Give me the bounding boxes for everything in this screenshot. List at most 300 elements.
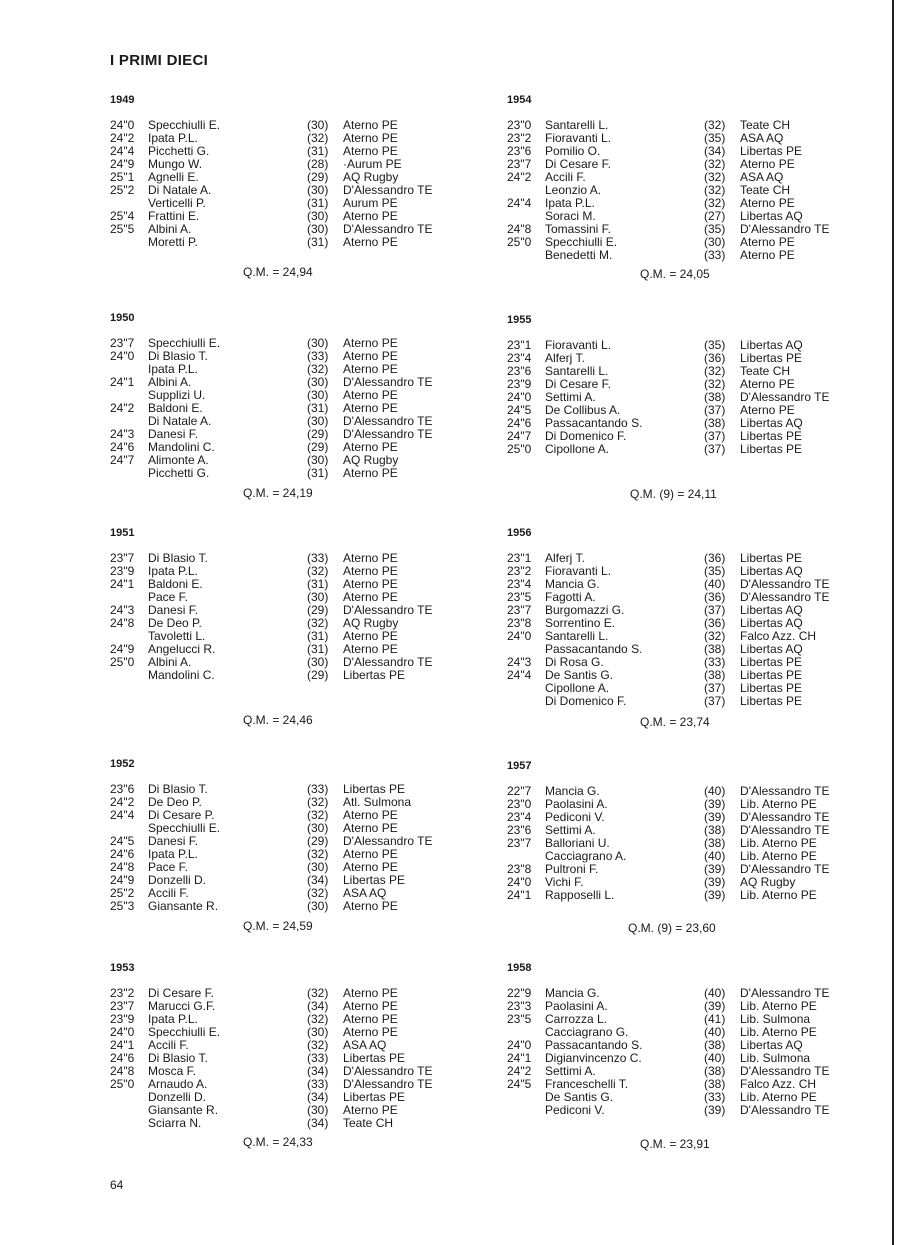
athlete-name: Pediconi V. bbox=[545, 1103, 605, 1117]
year-heading: 1957 bbox=[507, 760, 532, 772]
birth-year: (31) bbox=[307, 642, 329, 656]
result-time: 24"1 bbox=[507, 1051, 532, 1065]
athlete-name: Pace F. bbox=[148, 860, 189, 874]
birth-year: (34) bbox=[307, 873, 329, 887]
year-heading: 1951 bbox=[110, 527, 135, 539]
club-name: ASA AQ bbox=[740, 170, 784, 184]
athlete-name: Sciarra N. bbox=[148, 1116, 202, 1130]
club-name: Aterno PE bbox=[740, 248, 795, 262]
result-time: 24"3 bbox=[110, 603, 135, 617]
athlete-name: Angelucci R. bbox=[148, 642, 216, 656]
result-time: 24"0 bbox=[110, 1025, 135, 1039]
birth-year: (34) bbox=[704, 144, 726, 158]
club-name: Lib. Aterno PE bbox=[740, 797, 817, 811]
athlete-name: Accili F. bbox=[545, 170, 586, 184]
result-time: 23"1 bbox=[507, 551, 532, 565]
result-time: 23"6 bbox=[507, 144, 532, 158]
club-name: Aterno PE bbox=[343, 440, 398, 454]
birth-year: (40) bbox=[704, 577, 726, 591]
birth-year: (38) bbox=[704, 416, 726, 430]
result-time: 23"2 bbox=[507, 131, 532, 145]
page-edge-line bbox=[892, 0, 894, 1245]
result-time: 24"5 bbox=[110, 834, 135, 848]
result-time: 23"6 bbox=[507, 823, 532, 837]
ranking-list bbox=[110, 552, 490, 682]
ranking-list bbox=[507, 339, 887, 456]
birth-year: (37) bbox=[704, 429, 726, 443]
birth-year: (31) bbox=[307, 401, 329, 415]
club-name: Libertas PE bbox=[343, 1090, 406, 1104]
ranking-row bbox=[110, 669, 490, 682]
result-time: 23"2 bbox=[507, 564, 532, 578]
birth-year: (35) bbox=[704, 564, 726, 578]
athlete-name: Paolasini A. bbox=[545, 999, 608, 1013]
result-time: 24"2 bbox=[110, 795, 135, 809]
result-time: 24"6 bbox=[110, 847, 135, 861]
ranking-row bbox=[507, 249, 887, 262]
athlete-name: Albini A. bbox=[148, 375, 192, 389]
result-time: 24"0 bbox=[507, 629, 532, 643]
result-time: 23"7 bbox=[110, 999, 135, 1013]
athlete-name: Donzelli D. bbox=[148, 1090, 207, 1104]
birth-year: (30) bbox=[307, 1025, 329, 1039]
club-name: Libertas AQ bbox=[740, 209, 803, 223]
result-time: 23"9 bbox=[110, 1012, 135, 1026]
club-name: D'Alessandro TE bbox=[740, 577, 830, 591]
club-name: D'Alessandro TE bbox=[343, 655, 433, 669]
result-time: 24"8 bbox=[507, 222, 532, 236]
year-heading: 1956 bbox=[507, 527, 532, 539]
average-line: Q.M. = 24,46 bbox=[243, 713, 313, 727]
club-name: D'Alessandro TE bbox=[343, 414, 433, 428]
athlete-name: De Deo P. bbox=[148, 795, 202, 809]
ranking-row bbox=[110, 467, 490, 480]
club-name: Aterno PE bbox=[740, 377, 795, 391]
birth-year: (38) bbox=[704, 836, 726, 850]
birth-year: (30) bbox=[307, 899, 329, 913]
birth-year: (30) bbox=[307, 590, 329, 604]
club-name: Teate CH bbox=[343, 1116, 394, 1130]
club-name: ASA AQ bbox=[343, 886, 387, 900]
club-name: Lib. Aterno PE bbox=[740, 888, 817, 902]
birth-year: (35) bbox=[704, 222, 726, 236]
club-name: Aterno PE bbox=[343, 577, 398, 591]
athlete-name: Di Blasio T. bbox=[148, 551, 208, 565]
club-name: Lib. Sulmona bbox=[740, 1012, 811, 1026]
club-name: D'Alessandro TE bbox=[740, 1103, 830, 1117]
birth-year: (37) bbox=[704, 681, 726, 695]
club-name: Aterno PE bbox=[740, 196, 795, 210]
athlete-name: Ipata P.L. bbox=[148, 564, 198, 578]
birth-year: (33) bbox=[307, 349, 329, 363]
result-time: 25"0 bbox=[507, 442, 532, 456]
club-name: Falco Azz. CH bbox=[740, 1077, 817, 1091]
athlete-name: De Collibus A. bbox=[545, 403, 621, 417]
club-name: Aterno PE bbox=[343, 209, 398, 223]
athlete-name: Tavoletti L. bbox=[148, 629, 206, 643]
birth-year: (38) bbox=[704, 390, 726, 404]
result-time: 23"2 bbox=[110, 986, 135, 1000]
club-name: Libertas PE bbox=[343, 873, 406, 887]
athlete-name: Settimi A. bbox=[545, 390, 596, 404]
birth-year: (32) bbox=[704, 170, 726, 184]
year-heading: 1955 bbox=[507, 314, 532, 326]
birth-year: (30) bbox=[307, 336, 329, 350]
birth-year: (36) bbox=[704, 351, 726, 365]
club-name: Aterno PE bbox=[343, 808, 398, 822]
birth-year: (39) bbox=[704, 1103, 726, 1117]
birth-year: (33) bbox=[307, 1077, 329, 1091]
club-name: Lib. Aterno PE bbox=[740, 836, 817, 850]
athlete-name: Picchetti G. bbox=[148, 466, 210, 480]
birth-year: (39) bbox=[704, 875, 726, 889]
athlete-name: Frattini E. bbox=[148, 209, 200, 223]
athlete-name: De Deo P. bbox=[148, 616, 202, 630]
athlete-name: Carrozza L. bbox=[545, 1012, 608, 1026]
club-name: Libertas PE bbox=[740, 681, 803, 695]
result-time: 24"6 bbox=[110, 440, 135, 454]
athlete-name: Paolasini A. bbox=[545, 797, 608, 811]
club-name: Aterno PE bbox=[343, 821, 398, 835]
birth-year: (32) bbox=[307, 986, 329, 1000]
birth-year: (41) bbox=[704, 1012, 726, 1026]
athlete-name: Cacciagrano A. bbox=[545, 849, 627, 863]
ranking-list bbox=[507, 987, 887, 1117]
birth-year: (29) bbox=[307, 427, 329, 441]
birth-year: (30) bbox=[307, 414, 329, 428]
athlete-name: Cacciagrano G. bbox=[545, 1025, 629, 1039]
club-name: Lib. Sulmona bbox=[740, 1051, 811, 1065]
club-name: D'Alessandro TE bbox=[740, 810, 830, 824]
birth-year: (38) bbox=[704, 1077, 726, 1091]
year-heading: 1953 bbox=[110, 962, 135, 974]
birth-year: (30) bbox=[307, 118, 329, 132]
result-time: 23"5 bbox=[507, 1012, 532, 1026]
birth-year: (34) bbox=[307, 1090, 329, 1104]
club-name: Aterno PE bbox=[343, 642, 398, 656]
athlete-name: Fioravanti L. bbox=[545, 338, 612, 352]
result-time: 23"1 bbox=[507, 338, 532, 352]
athlete-name: Settimi A. bbox=[545, 823, 596, 837]
ranking-list bbox=[110, 337, 490, 480]
birth-year: (33) bbox=[307, 1051, 329, 1065]
athlete-name: Sorrentino E. bbox=[545, 616, 616, 630]
club-name: Lib. Aterno PE bbox=[740, 1090, 817, 1104]
athlete-name: Fagotti A. bbox=[545, 590, 596, 604]
club-name: Aterno PE bbox=[343, 1103, 398, 1117]
birth-year: (29) bbox=[307, 834, 329, 848]
result-time: 24"7 bbox=[110, 453, 135, 467]
birth-year: (39) bbox=[704, 810, 726, 824]
result-time: 24"4 bbox=[507, 196, 532, 210]
club-name: D'Alessandro TE bbox=[343, 183, 433, 197]
club-name: AQ Rugby bbox=[343, 616, 399, 630]
athlete-name: Danesi F. bbox=[148, 427, 199, 441]
club-name: Lib. Aterno PE bbox=[740, 999, 817, 1013]
athlete-name: Di Domenico F. bbox=[545, 429, 627, 443]
ranking-list bbox=[507, 552, 887, 708]
result-time: 25"2 bbox=[110, 183, 135, 197]
athlete-name: Di Rosa G. bbox=[545, 655, 604, 669]
club-name: D'Alessandro TE bbox=[740, 590, 830, 604]
birth-year: (38) bbox=[704, 642, 726, 656]
birth-year: (37) bbox=[704, 403, 726, 417]
athlete-name: Mandolini C. bbox=[148, 668, 215, 682]
athlete-name: Franceschelli T. bbox=[545, 1077, 629, 1091]
birth-year: (32) bbox=[704, 157, 726, 171]
birth-year: (32) bbox=[704, 377, 726, 391]
birth-year: (38) bbox=[704, 668, 726, 682]
result-time: 24"1 bbox=[110, 577, 135, 591]
average-line: Q.M. (9) = 24,11 bbox=[630, 487, 717, 501]
club-name: Aterno PE bbox=[343, 590, 398, 604]
birth-year: (32) bbox=[307, 1012, 329, 1026]
athlete-name: Mungo W. bbox=[148, 157, 203, 171]
birth-year: (29) bbox=[307, 170, 329, 184]
birth-year: (32) bbox=[704, 629, 726, 643]
birth-year: (39) bbox=[704, 888, 726, 902]
athlete-name: Rapposelli L. bbox=[545, 888, 615, 902]
birth-year: (35) bbox=[704, 338, 726, 352]
ranking-row bbox=[507, 695, 887, 708]
club-name: D'Alessandro TE bbox=[740, 823, 830, 837]
athlete-name: Moretti P. bbox=[148, 235, 198, 249]
club-name: Aterno PE bbox=[343, 551, 398, 565]
birth-year: (30) bbox=[307, 821, 329, 835]
club-name: ASA AQ bbox=[343, 1038, 387, 1052]
year-heading: 1952 bbox=[110, 758, 135, 770]
birth-year: (30) bbox=[307, 1103, 329, 1117]
result-time: 24"1 bbox=[507, 888, 532, 902]
birth-year: (36) bbox=[704, 616, 726, 630]
club-name: D'Alessandro TE bbox=[343, 1077, 433, 1091]
birth-year: (34) bbox=[307, 1116, 329, 1130]
birth-year: (39) bbox=[704, 797, 726, 811]
athlete-name: Tomassini F. bbox=[545, 222, 612, 236]
birth-year: (36) bbox=[704, 590, 726, 604]
athlete-name: Arnaudo A. bbox=[148, 1077, 208, 1091]
athlete-name: Albini A. bbox=[148, 655, 192, 669]
birth-year: (32) bbox=[307, 362, 329, 376]
athlete-name: Cipollone A. bbox=[545, 681, 610, 695]
club-name: D'Alessandro TE bbox=[343, 834, 433, 848]
ranking-list bbox=[110, 783, 490, 913]
birth-year: (32) bbox=[704, 196, 726, 210]
club-name: Aterno PE bbox=[343, 118, 398, 132]
birth-year: (31) bbox=[307, 577, 329, 591]
club-name: D'Alessandro TE bbox=[740, 222, 830, 236]
athlete-name: Soraci M. bbox=[545, 209, 596, 223]
athlete-name: Ipata P.L. bbox=[148, 1012, 198, 1026]
athlete-name: Baldoni E. bbox=[148, 401, 203, 415]
club-name: Libertas PE bbox=[740, 551, 803, 565]
ranking-row bbox=[507, 443, 887, 456]
ranking-list bbox=[507, 119, 887, 262]
club-name: Libertas AQ bbox=[740, 564, 803, 578]
result-time: 24"4 bbox=[110, 144, 135, 158]
athlete-name: Di Cesare F. bbox=[545, 157, 612, 171]
club-name: D'Alessandro TE bbox=[343, 222, 433, 236]
club-name: Libertas PE bbox=[740, 351, 803, 365]
average-line: Q.M. = 24,59 bbox=[243, 919, 313, 933]
birth-year: (32) bbox=[704, 364, 726, 378]
club-name: Aurum PE bbox=[343, 196, 398, 210]
result-time: 24"9 bbox=[110, 642, 135, 656]
birth-year: (30) bbox=[307, 222, 329, 236]
athlete-name: Specchiulli E. bbox=[148, 336, 221, 350]
club-name: Aterno PE bbox=[740, 157, 795, 171]
club-name: Aterno PE bbox=[740, 403, 795, 417]
result-time: 23"5 bbox=[507, 590, 532, 604]
result-time: 23"3 bbox=[507, 999, 532, 1013]
club-name: D'Alessandro TE bbox=[740, 862, 830, 876]
birth-year: (30) bbox=[307, 388, 329, 402]
result-time: 24"6 bbox=[110, 1051, 135, 1065]
result-time: 23"7 bbox=[507, 603, 532, 617]
athlete-name: Passacantando S. bbox=[545, 642, 643, 656]
athlete-name: Cipollone A. bbox=[545, 442, 610, 456]
club-name: Aterno PE bbox=[343, 899, 398, 913]
result-time: 24"3 bbox=[507, 655, 532, 669]
birth-year: (32) bbox=[307, 1038, 329, 1052]
club-name: D'Alessandro TE bbox=[343, 375, 433, 389]
club-name: Libertas PE bbox=[740, 442, 803, 456]
average-line: Q.M. = 24,19 bbox=[243, 486, 313, 500]
club-name: Libertas AQ bbox=[740, 416, 803, 430]
club-name: D'Alessandro TE bbox=[343, 427, 433, 441]
ranking-list bbox=[110, 119, 490, 249]
athlete-name: Specchiulli E. bbox=[148, 1025, 221, 1039]
club-name: Aterno PE bbox=[740, 235, 795, 249]
birth-year: (40) bbox=[704, 1051, 726, 1065]
club-name: Libertas PE bbox=[740, 668, 803, 682]
birth-year: (33) bbox=[704, 248, 726, 262]
birth-year: (32) bbox=[307, 847, 329, 861]
athlete-name: Agnelli E. bbox=[148, 170, 199, 184]
athlete-name: Specchiulli E. bbox=[148, 821, 221, 835]
result-time: 24"2 bbox=[507, 1064, 532, 1078]
athlete-name: Albini A. bbox=[148, 222, 192, 236]
birth-year: (32) bbox=[307, 564, 329, 578]
athlete-name: Di Cesare P. bbox=[148, 808, 215, 822]
year-heading: 1949 bbox=[110, 94, 135, 106]
result-time: 24"8 bbox=[110, 860, 135, 874]
result-time: 24"5 bbox=[507, 403, 532, 417]
result-time: 24"0 bbox=[110, 118, 135, 132]
result-time: 24"2 bbox=[110, 401, 135, 415]
result-time: 24"6 bbox=[507, 416, 532, 430]
birth-year: (40) bbox=[704, 1025, 726, 1039]
club-name: Aterno PE bbox=[343, 235, 398, 249]
result-time: 23"8 bbox=[507, 616, 532, 630]
club-name: D'Alessandro TE bbox=[740, 986, 830, 1000]
club-name: D'Alessandro TE bbox=[343, 1064, 433, 1078]
birth-year: (31) bbox=[307, 466, 329, 480]
club-name: Aterno PE bbox=[343, 564, 398, 578]
birth-year: (30) bbox=[307, 375, 329, 389]
club-name: D'Alessandro TE bbox=[343, 603, 433, 617]
athlete-name: Alferj T. bbox=[545, 351, 585, 365]
birth-year: (33) bbox=[704, 655, 726, 669]
club-name: Lib. Aterno PE bbox=[740, 1025, 817, 1039]
result-time: 23"6 bbox=[507, 364, 532, 378]
result-time: 23"0 bbox=[507, 118, 532, 132]
birth-year: (27) bbox=[704, 209, 726, 223]
birth-year: (31) bbox=[307, 629, 329, 643]
club-name: Teate CH bbox=[740, 364, 791, 378]
athlete-name: Donzelli D. bbox=[148, 873, 207, 887]
athlete-name: Digianvincenzo C. bbox=[545, 1051, 642, 1065]
club-name: Aterno PE bbox=[343, 629, 398, 643]
birth-year: (31) bbox=[307, 196, 329, 210]
club-name: Libertas PE bbox=[343, 782, 406, 796]
athlete-name: Alimonte A. bbox=[148, 453, 209, 467]
athlete-name: Marucci G.F. bbox=[148, 999, 216, 1013]
result-time: 24"0 bbox=[507, 875, 532, 889]
club-name: AQ Rugby bbox=[740, 875, 796, 889]
club-name: Libertas AQ bbox=[740, 1038, 803, 1052]
result-time: 23"9 bbox=[507, 377, 532, 391]
birth-year: (39) bbox=[704, 862, 726, 876]
ranking-list bbox=[507, 785, 887, 902]
athlete-name: Balloriani U. bbox=[545, 836, 610, 850]
club-name: Aterno PE bbox=[343, 1025, 398, 1039]
athlete-name: Leonzio A. bbox=[545, 183, 602, 197]
club-name: Libertas PE bbox=[343, 668, 406, 682]
birth-year: (40) bbox=[704, 784, 726, 798]
athlete-name: Di Natale A. bbox=[148, 183, 212, 197]
result-time: 25"0 bbox=[110, 655, 135, 669]
athlete-name: Vichi F. bbox=[545, 875, 584, 889]
average-line: Q.M. = 24,33 bbox=[243, 1135, 313, 1149]
year-heading: 1950 bbox=[110, 312, 135, 324]
birth-year: (32) bbox=[704, 183, 726, 197]
athlete-name: Di Blasio T. bbox=[148, 1051, 208, 1065]
result-time: 24"0 bbox=[507, 390, 532, 404]
club-name: Aterno PE bbox=[343, 401, 398, 415]
result-time: 24"8 bbox=[110, 1064, 135, 1078]
result-time: 25"2 bbox=[110, 886, 135, 900]
athlete-name: Ipata P.L. bbox=[545, 196, 595, 210]
result-time: 24"1 bbox=[110, 1038, 135, 1052]
result-time: 24"9 bbox=[110, 873, 135, 887]
birth-year: (33) bbox=[307, 551, 329, 565]
ranking-row bbox=[507, 1104, 887, 1117]
club-name: Libertas AQ bbox=[740, 338, 803, 352]
club-name: Aterno PE bbox=[343, 349, 398, 363]
birth-year: (34) bbox=[307, 1064, 329, 1078]
athlete-name: Santarelli L. bbox=[545, 118, 609, 132]
athlete-name: Di Cesare F. bbox=[148, 986, 215, 1000]
club-name: Aterno PE bbox=[343, 999, 398, 1013]
club-name: D'Alessandro TE bbox=[740, 390, 830, 404]
result-time: 24"2 bbox=[507, 170, 532, 184]
athlete-name: Giansante R. bbox=[148, 899, 219, 913]
ranking-row bbox=[110, 900, 490, 913]
club-name: Aterno PE bbox=[343, 336, 398, 350]
club-name: Libertas AQ bbox=[740, 616, 803, 630]
birth-year: (37) bbox=[704, 442, 726, 456]
athlete-name: De Santis G. bbox=[545, 1090, 614, 1104]
result-time: 23"6 bbox=[110, 782, 135, 796]
athlete-name: Ipata P.L. bbox=[148, 847, 198, 861]
birth-year: (29) bbox=[307, 668, 329, 682]
birth-year: (30) bbox=[307, 453, 329, 467]
club-name: Aterno PE bbox=[343, 1012, 398, 1026]
athlete-name: Mancia G. bbox=[545, 784, 600, 798]
birth-year: (31) bbox=[307, 144, 329, 158]
birth-year: (29) bbox=[307, 440, 329, 454]
